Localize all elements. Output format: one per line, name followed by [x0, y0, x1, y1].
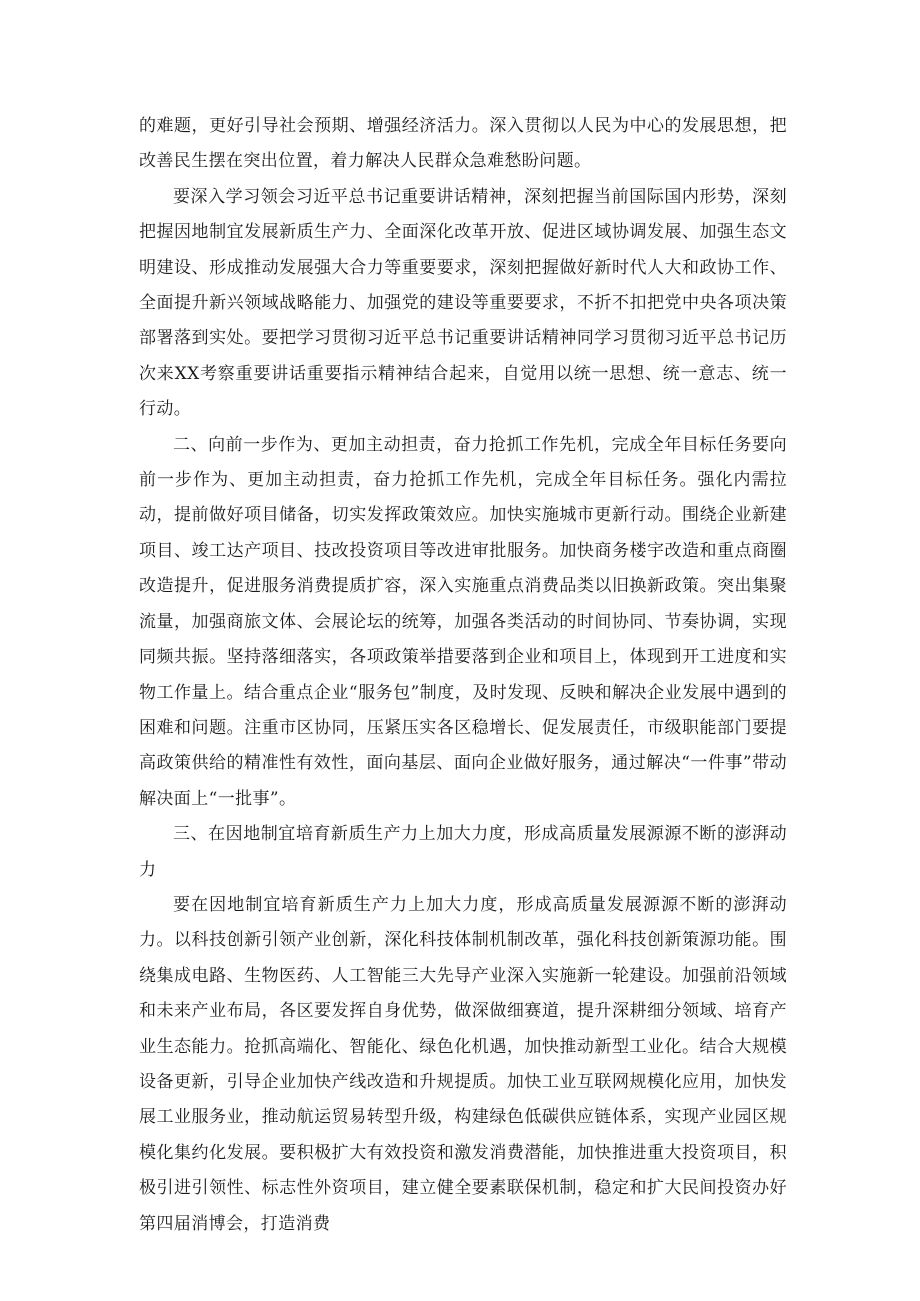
paragraph-study-speech: 要深入学习领会习近平总书记重要讲话精神，深刻把握当前国际国内形势，深刻把握因地制宜发展新质生产力、全面深化改革开放、促进区域协调发展、加强生态文明建设、形成推动发展强大合力等重要要求，深刻把握做好新时代人大和政协工作、全面提升新兴领域战略能力、加强党的建设等重要要求，不折不扣把党中央各项决策部署落到实处。要把学习贯彻习近平总书记重要讲话精神同学习贯彻习近平总书记历次来XX考察重要讲话重要指示精神结合起来，自觉用以统一思想、统一意志、统一行动。 [139, 186, 787, 420]
paragraph-section-two: 二、向前一步作为、更加主动担责，奋力抢抓工作先机，完成全年目标任务要向前一步作为、更加主动担责，奋力抢抓工作先机，完成全年目标任务。强化内需拉动，提前做好项目储备，切实发挥政策效应。加快实施城市更新行动。围绕企业新建项目、竣工达产项目、技改投资项目等改进审批服务。加快商务楼宇改造和重点商圈改造提升，促进服务消费提质扩容，深入实施重点消费品类以旧换新政策。突出集聚流量，加强商旅文体、会展论坛的统筹，加强各类活动的时间协同、节奏协调，实现同频共振。坚持落细落实，各项政策举措要落到企业和项目上，体现到开工进度和实物工作量上。结合重点企业“服务包”制度，及时发现、反映和解决企业发展中遇到的困难和问题。注重市区协同，压紧压实各区稳增长、促发展责任，市级职能部门要提高政策供给的精准性有效性，面向基层、面向企业做好服务，通过解决“一件事”带动解决面上“一批事”。 [139, 434, 787, 809]
section-three-heading: 三、在因地制宜培育新质生产力上加大力度，形成高质量发展源源不断的澎湃动力 [139, 824, 787, 880]
paragraph-section-three: 要在因地制宜培育新质生产力上加大力度，形成高质量发展源源不断的澎湃动力。以科技创新引领产业创新，深化科技体制机制改革，强化科技创新策源功能。围绕集成电路、生物医药、人工智能三大先导产业深入实施新一轮建设。加强前沿领域和未来产业布局，各区要发挥自身优势，做深做细赛道，提升深耕细分领域、培育产业生态能力。抢抓高端化、智能化、绿色化机遇，加快推动新型工业化。结合大规模设备更新，引导企业加快产线改造和升规提质。加快工业互联网规模化应用，加快发展工业服务业，推动航运贸易转型升级，构建绿色低碳供应链体系，实现产业园区规模化集约化发展。要积极扩大有效投资和激发消费潜能，加快推进重大投资项目，积极引进引领性、标志性外资项目，建立健全要素联保机制，稳定和扩大民间投资办好第四届消博会，打造消费 [139, 894, 787, 1234]
document-body [139, 109, 787, 1242]
paragraph-continuation: 的难题，更好引导社会预期、增强经济活力。深入贯彻以人民为中心的发展思想，把改善民生摆在突出位置，着力解决人民群众急难愁盼问题。 [139, 116, 787, 172]
